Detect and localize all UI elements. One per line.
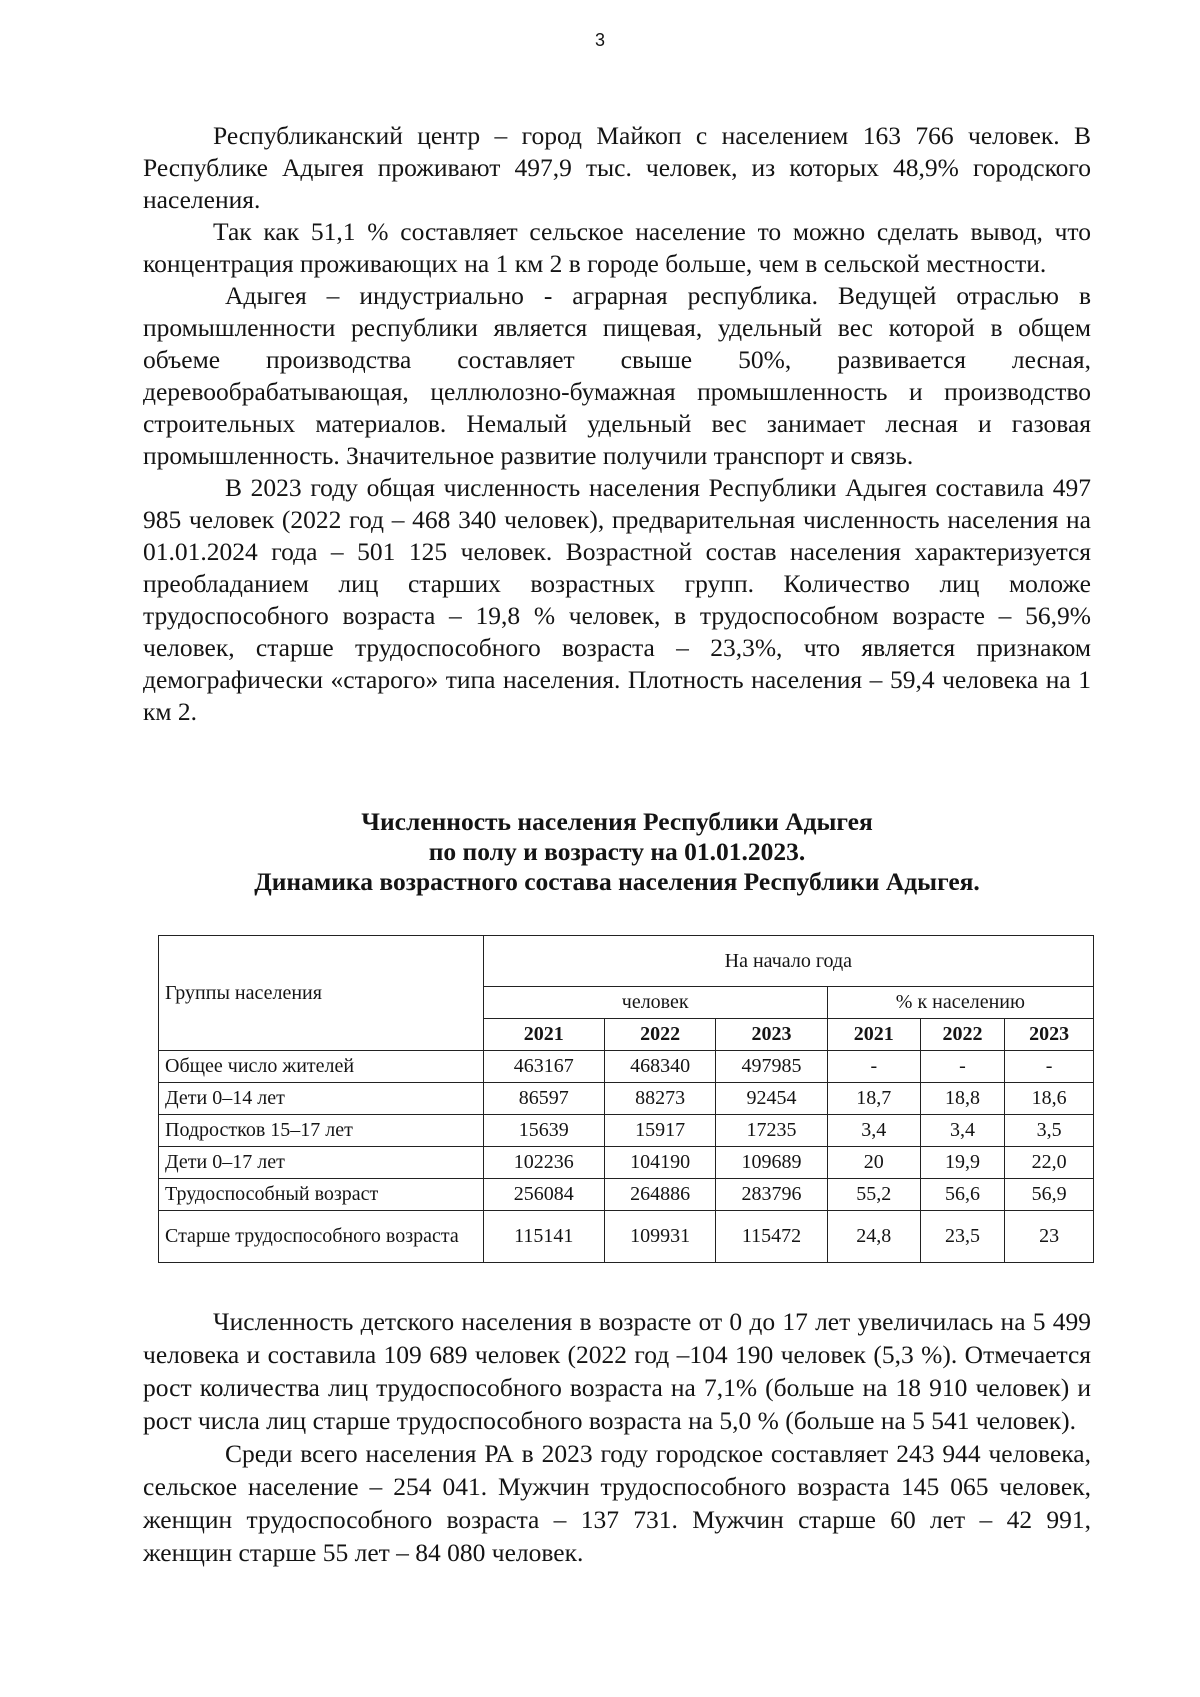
table-row (159, 1051, 1094, 1083)
table-row (159, 1115, 1094, 1147)
cell: 3,4 (827, 1115, 920, 1147)
paragraph-rural: Так как 51,1 % составляет сельское население то можно сделать вывод, что концентрация проживающих на 1 км 2 в городе больше, чем в сельской местности. (143, 217, 1091, 278)
year-header: 2021 (827, 1019, 920, 1051)
cell: 463167 (483, 1051, 604, 1083)
cell: 115141 (483, 1211, 604, 1263)
percent-header: % к населению (827, 987, 1093, 1019)
row-label: Трудоспособный возраст (159, 1179, 484, 1211)
cell: 283796 (716, 1179, 827, 1211)
cell: 468340 (604, 1051, 715, 1083)
start-of-year-header: На начало года (483, 936, 1093, 987)
paragraph-capital: Республиканский центр – город Майкоп с населением 163 766 человек. В Республике Адыгея проживают 497,9 тыс. человек, из которых 48,9% городского населения. (143, 121, 1091, 214)
cell: 102236 (483, 1147, 604, 1179)
cell: 264886 (604, 1179, 715, 1211)
group-header: Группы населения (159, 936, 484, 1051)
cell: 20 (827, 1147, 920, 1179)
cell: 24,8 (827, 1211, 920, 1263)
cell: 109689 (716, 1147, 827, 1179)
row-label: Старше трудоспособного возраста (159, 1211, 484, 1263)
cell: - (920, 1051, 1004, 1083)
cell: 18,8 (920, 1083, 1004, 1115)
conclusion-text (143, 1305, 1091, 1569)
cell: 109931 (604, 1211, 715, 1263)
year-header: 2021 (483, 1019, 604, 1051)
cell: 56,6 (920, 1179, 1004, 1211)
heading-line-2: по полу и возрасту на 01.01.2023. (428, 837, 806, 866)
paragraph-population: В 2023 году общая численность населения Республики Адыгея составила 497 985 человек (2022 год – 468 340 человек), предварительная численность населения на 01.01.2024 года – 501 125 человек. Возрастной состав населения характеризуется преобладанием лиц старших возрастных групп. Количество лиц моложе трудоспособного возраста – 19,8 % человек, в трудоспособном возрасте – 56,9% человек, старше трудоспособного возраста – 23,3%, что является признаком демографически «старого» типа населения. Плотность населения – 59,4 человека на 1 км 2. (143, 473, 1091, 726)
cell: 3,5 (1005, 1115, 1094, 1147)
cell: 18,7 (827, 1083, 920, 1115)
year-header: 2023 (716, 1019, 827, 1051)
cell: 497985 (716, 1051, 827, 1083)
cell: - (827, 1051, 920, 1083)
paragraph-industry: Адыгея – индустриально - аграрная республика. Ведущей отраслью в промышленности республики является пищевая, удельный вес которой в общем объеме производства составляет свыше 50%, развивается лесная, деревообрабатывающая, целлюлозно-бумажная промышленность и производство строительных материалов. Немалый удельный вес занимает лесная и газовая промышленность. Значительное развитие получили транспорт и связь. (143, 281, 1091, 470)
cell: 15917 (604, 1115, 715, 1147)
cell: 23,5 (920, 1211, 1004, 1263)
cell: 86597 (483, 1083, 604, 1115)
paragraph-children-growth: Численность детского населения в возрасте от 0 до 17 лет увеличилась на 5 499 человека и составила 109 689 человек (2022 год –104 190 человек (5,3 %). Отмечается рост количества лиц трудоспособного возраста на 7,1% (больше на 18 910 человек) и рост числа лиц старше трудоспособного возраста на 5,0 % (больше на 5 541 человек). (143, 1307, 1091, 1435)
year-header: 2022 (920, 1019, 1004, 1051)
heading-line-1: Численность населения Республики Адыгея (361, 807, 873, 836)
cell: 256084 (483, 1179, 604, 1211)
row-label: Дети 0–14 лет (159, 1083, 484, 1115)
page-number: 3 (594, 30, 605, 50)
cell: 115472 (716, 1211, 827, 1263)
intro-text (143, 120, 1091, 728)
cell: 18,6 (1005, 1083, 1094, 1115)
row-label: Общее число жителей (159, 1051, 484, 1083)
cell: 15639 (483, 1115, 604, 1147)
row-label: Дети 0–17 лет (159, 1147, 484, 1179)
row-label: Подростков 15–17 лет (159, 1115, 484, 1147)
cell: 17235 (716, 1115, 827, 1147)
table-row (159, 1083, 1094, 1115)
year-header: 2022 (604, 1019, 715, 1051)
cell: 22,0 (1005, 1147, 1094, 1179)
table-headings (143, 807, 1091, 897)
heading-line-3: Динамика возрастного состава населения Республики Адыгея. (254, 867, 980, 896)
table-row (159, 1179, 1094, 1211)
year-header: 2023 (1005, 1019, 1094, 1051)
paragraph-urban-rural: Среди всего населения РА в 2023 году городское составляет 243 944 человека, сельское население – 254 041. Мужчин трудоспособного возраста 145 065 человек, женщин трудоспособного возраста – 137 731. Мужчин старше 60 лет – 42 991, женщин старше 55 лет – 84 080 человек. (143, 1439, 1091, 1567)
people-header: человек (483, 987, 827, 1019)
cell: 55,2 (827, 1179, 920, 1211)
cell: - (1005, 1051, 1094, 1083)
cell: 104190 (604, 1147, 715, 1179)
cell: 23 (1005, 1211, 1094, 1263)
cell: 19,9 (920, 1147, 1004, 1179)
cell: 88273 (604, 1083, 715, 1115)
table-row (159, 1211, 1094, 1263)
cell: 3,4 (920, 1115, 1004, 1147)
population-table (158, 935, 1094, 1263)
cell: 56,9 (1005, 1179, 1094, 1211)
table-row (159, 1147, 1094, 1179)
cell: 92454 (716, 1083, 827, 1115)
